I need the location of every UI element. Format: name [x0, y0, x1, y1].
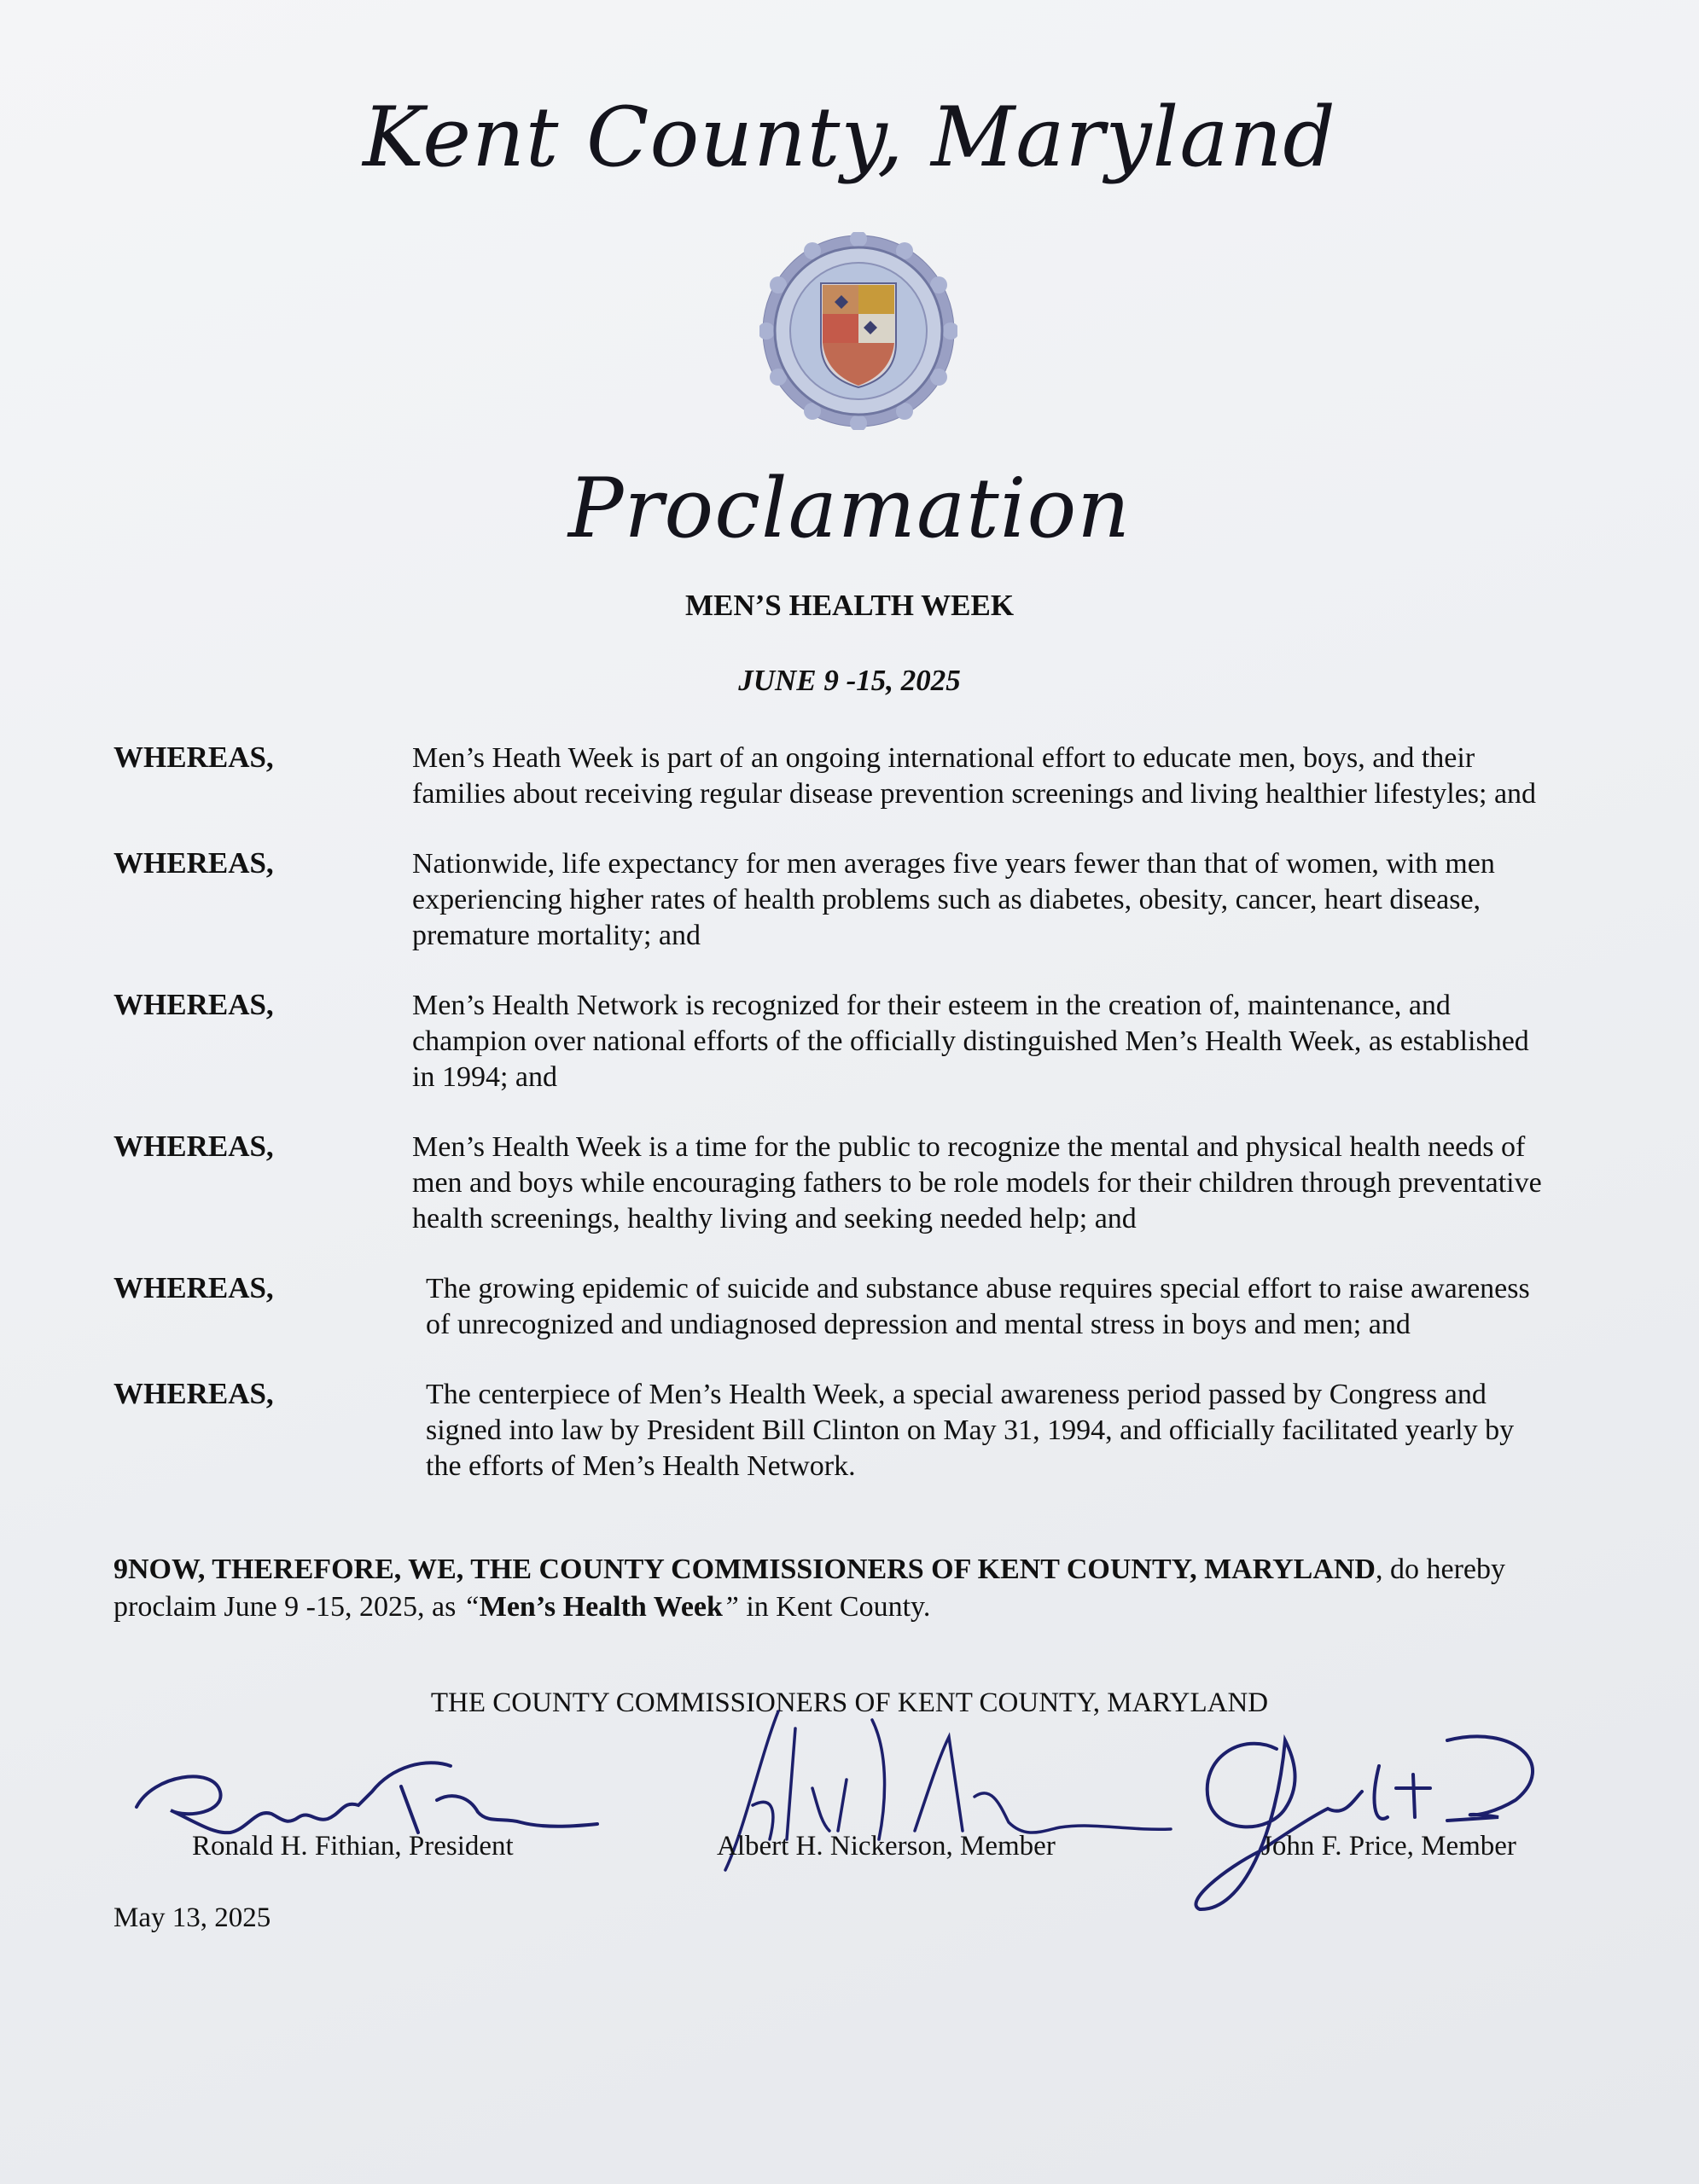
resolution-line2-end: in Kent County.: [738, 1591, 931, 1623]
resolution-line1-rest: , do hereby: [1375, 1554, 1505, 1585]
quote-close: ”: [722, 1591, 739, 1623]
whereas-text: [412, 846, 1624, 954]
proclamation-dateline: JUNE 9 -15, 2025: [738, 664, 961, 697]
proclamation-title: Proclamation: [567, 461, 1132, 556]
whereas-line: signed into law by President Bill Clinton on May 31, 1994, and officially facilitated yearly by: [426, 1414, 1515, 1446]
handwritten-signature-icon: [1191, 1706, 1550, 1920]
signer-name-line: Albert H. Nickerson, Member: [717, 1831, 1056, 1862]
quote-open: “: [463, 1591, 480, 1623]
county-seal-icon: [759, 232, 957, 430]
signing-date: May 13, 2025: [113, 1902, 271, 1933]
whereas-line: premature mortality; and: [412, 920, 701, 951]
signer-name-line: Ronald H. Fithian, President: [192, 1831, 514, 1862]
proclamation-headline: MEN’S HEALTH WEEK: [684, 589, 1015, 622]
whereas-line: Men’s Health Network is recognized for their esteem in the creation of, maintenance, and: [412, 990, 1451, 1021]
whereas-line: Men’s Heath Week is part of an ongoing international effort to educate men, boys, and their: [412, 742, 1475, 774]
resolution-bold-lead: 9NOW, THEREFORE, WE, THE COUNTY COMMISSIONERS OF KENT COUNTY, MARYLAND: [113, 1554, 1376, 1585]
whereas-line: Men’s Health Week is a time for the public to recognize the mental and physical health needs of: [412, 1131, 1526, 1163]
county-title: Kent County, Maryland: [363, 90, 1336, 185]
whereas-line: of unrecognized and undiagnosed depression and mental stress in boys and men; and: [426, 1309, 1411, 1340]
whereas-line: in 1994; and: [412, 1061, 557, 1093]
whereas-label: WHEREAS,: [113, 988, 274, 1021]
whereas-text: [426, 1271, 1638, 1343]
whereas-line: the efforts of Men’s Health Network.: [426, 1450, 856, 1482]
whereas-line: The growing epidemic of suicide and substance abuse requires special effort to raise awareness: [426, 1273, 1530, 1304]
resolution-line-2: [113, 1589, 1615, 1626]
whereas-label: WHEREAS,: [113, 1130, 274, 1163]
commissioners-heading: THE COUNTY COMMISSIONERS OF KENT COUNTY, MARYLAND: [430, 1687, 1269, 1718]
whereas-line: families about receiving regular disease prevention screenings and living healthier lifestyles; and: [412, 778, 1537, 810]
whereas-text: [412, 988, 1624, 1095]
resolution-event-name: Men’s Health Week: [479, 1591, 723, 1623]
whereas-label: WHEREAS,: [113, 1271, 274, 1304]
whereas-line: The centerpiece of Men’s Health Week, a special awareness period passed by Congress and: [426, 1379, 1487, 1410]
whereas-text: [412, 741, 1624, 812]
whereas-line: Nationwide, life expectancy for men averages five years fewer than that of women, with men: [412, 848, 1495, 880]
whereas-line: men and boys while encouraging fathers to be role models for their children through preventative: [412, 1167, 1542, 1199]
signer-name-line: John F. Price, Member: [1261, 1831, 1516, 1862]
whereas-line: champion over national efforts of the officially distinguished Men’s Health Week, as established: [412, 1025, 1529, 1057]
whereas-label: WHEREAS,: [113, 741, 274, 774]
resolution-line2-start: proclaim June 9 -15, 2025, as: [113, 1591, 463, 1623]
whereas-line: health screenings, healthy living and seeking needed help; and: [412, 1203, 1137, 1234]
whereas-line: experiencing higher rates of health problems such as diabetes, obesity, cancer, heart disease,: [412, 884, 1481, 915]
whereas-text: [412, 1130, 1624, 1237]
whereas-label: WHEREAS,: [113, 846, 274, 880]
resolution-paragraph: [113, 1551, 1615, 1626]
resolution-line-1: [113, 1551, 1615, 1589]
whereas-label: WHEREAS,: [113, 1377, 274, 1410]
whereas-text: [426, 1377, 1638, 1484]
